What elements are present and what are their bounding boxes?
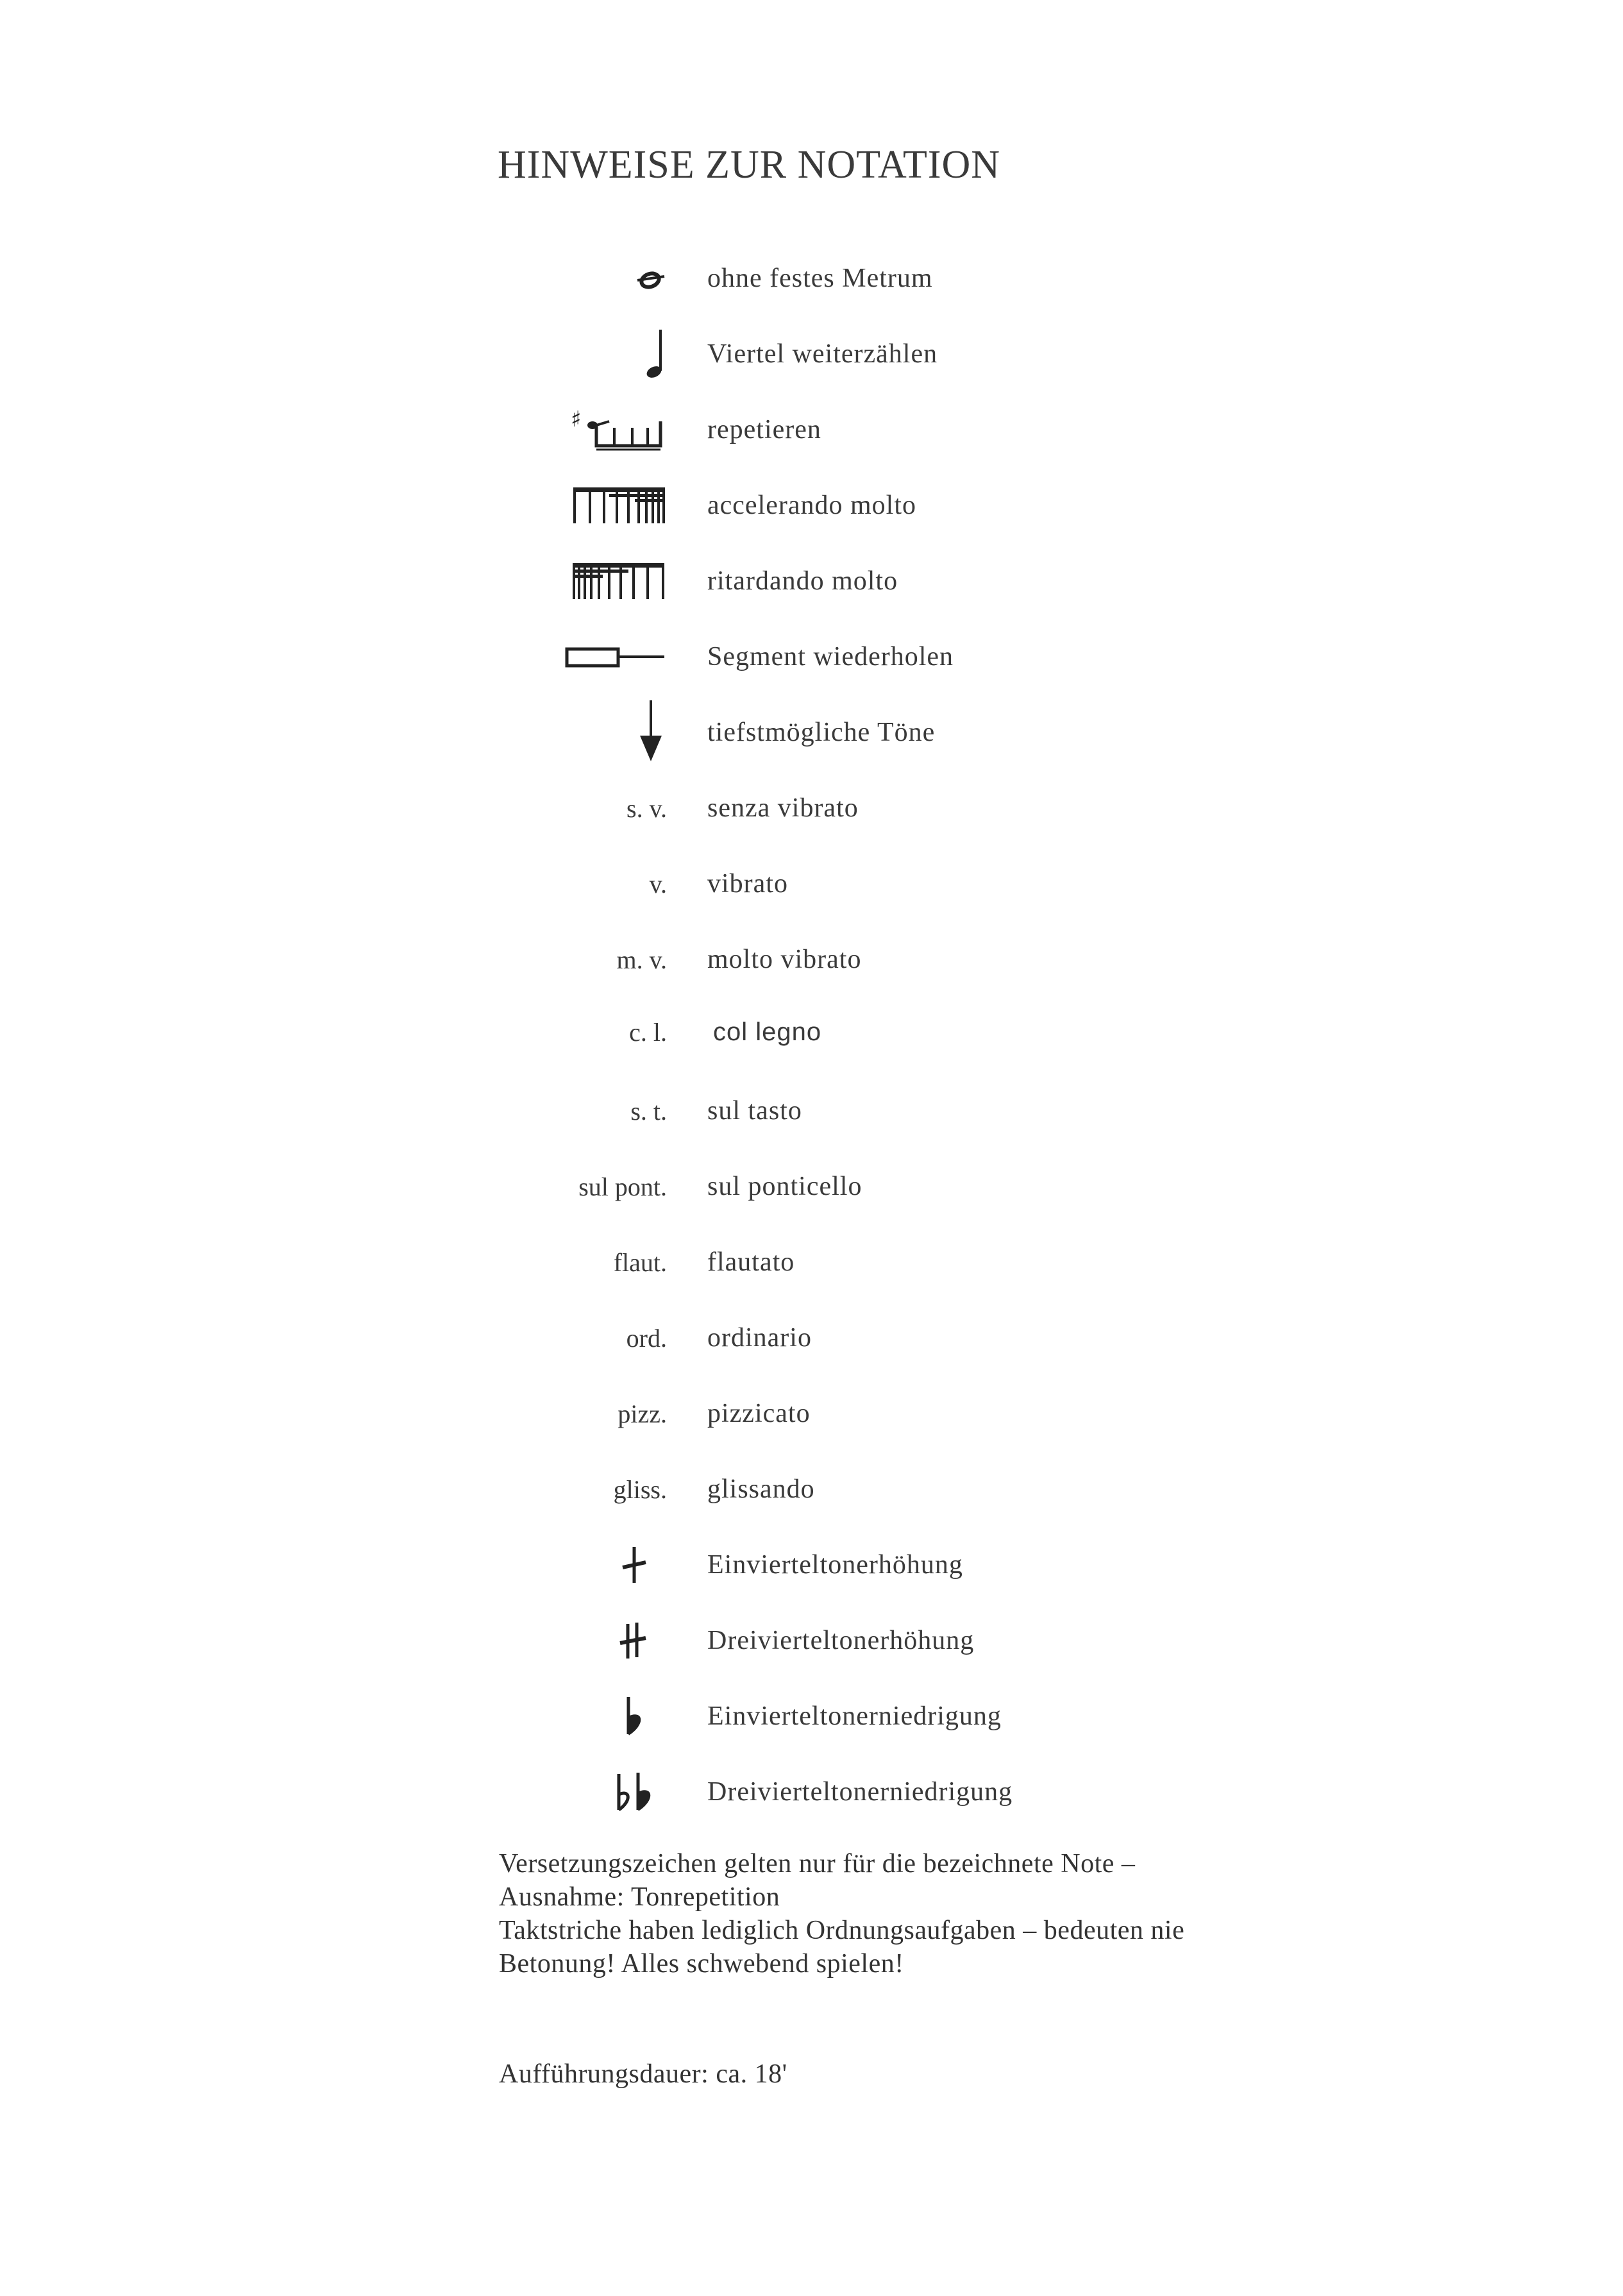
legend-description: ritardando molto [707,566,898,596]
legend-description: Einvierteltonerhöhung [707,1550,963,1580]
legend-symbol: c. l. [629,1017,667,1047]
legend-description: accelerando molto [707,491,917,520]
legend-symbol [462,1754,655,1830]
legend-description: Einvierteltonerniedrigung [707,1701,1002,1731]
legend-row [0,1603,1623,1678]
legend-description: repetieren [707,415,821,444]
ritardando-beams-icon [571,561,667,602]
legend-description: tiefstmögliche Töne [707,718,936,747]
legend-symbol: ord. [626,1323,667,1353]
quarter-note-icon [641,328,667,380]
legend-symbol [475,392,667,468]
legend-symbol: gliss. [613,1474,667,1504]
legend-row [0,1376,1623,1451]
legend-symbol [456,1603,648,1678]
legend-description: col legno [713,1017,822,1046]
legend-symbol [475,543,667,619]
legend-row [0,1754,1623,1830]
legend-row [0,543,1623,619]
performance-duration: Aufführungsdauer: ca. 18' [499,2059,787,2089]
legend-symbol [475,695,667,770]
legend-description: Dreivierteltonerniedrigung [707,1777,1013,1807]
legend-row [0,846,1623,922]
legend-symbol [475,241,667,316]
svg-text:♯: ♯ [571,407,582,432]
legend-row [0,1149,1623,1224]
legend-row [0,1527,1623,1603]
legend-row [0,316,1623,392]
legend-description: glissando [707,1474,815,1504]
legend-description: senza vibrato [707,793,859,823]
remark-line: Betonung! Alles schwebend spielen! [499,1949,904,1979]
legend-description: molto vibrato [707,945,862,974]
quarter-sharp-icon [620,1546,648,1584]
quarter-flat-icon [623,1696,645,1737]
legend-row [0,1678,1623,1754]
legend-symbol [475,316,667,392]
legend-row [0,392,1623,468]
accelerando-beams-icon [571,485,667,526]
legend-description: Viertel weiterzählen [707,339,938,369]
legend-symbol: s. v. [626,793,667,823]
legend-description: sul ponticello [707,1172,862,1201]
legend-symbol: m. v. [616,945,667,974]
legend-symbol: v. [649,869,667,899]
remark-line: Taktstriche haben lediglich Ordnungsaufgaben – bedeuten nie [499,1916,1185,1945]
legend-symbol [456,1527,648,1603]
legend-description: pizzicato [707,1399,811,1428]
legend-symbol: sul pont. [578,1172,667,1201]
three-quarter-flat-icon [614,1771,655,1812]
legend-row [0,468,1623,543]
legend-row [0,1073,1623,1149]
remark-line: Versetzungszeichen gelten nur für die bezeichnete Note – [499,1849,1136,1878]
legend-symbol [475,619,667,695]
legend-symbol: pizz. [618,1399,667,1428]
legend-description: vibrato [707,869,788,899]
legend-row [0,1224,1623,1300]
legend-row [0,619,1623,695]
legend-row [0,994,1623,1070]
remark-line: Ausnahme: Tonrepetition [499,1882,780,1912]
repeat-notes-icon [571,407,667,452]
three-quarter-sharp-icon [618,1621,648,1660]
legend-row [0,241,1623,316]
legend-symbol: s. t. [630,1096,667,1126]
legend-row [0,695,1623,770]
legend-symbol: flaut. [613,1247,667,1277]
legend-description: ordinario [707,1323,812,1353]
legend-row [0,922,1623,997]
down-arrow-icon [635,700,667,764]
legend-description: Dreivierteltonerhöhung [707,1626,975,1655]
legend-description: sul tasto [707,1096,802,1126]
legend-row [0,1451,1623,1527]
page-title: HINWEISE ZUR NOTATION [498,143,1001,187]
legend-description: Segment wiederholen [707,642,954,671]
legend-row [0,1300,1623,1376]
legend-description: flautato [707,1247,795,1277]
legend-row [0,770,1623,846]
legend-description: ohne festes Metrum [707,264,933,293]
legend-symbol [453,1678,645,1754]
segment-repeat-icon [564,644,667,670]
legend-symbol [475,468,667,543]
whole-note-icon [635,262,667,294]
notation-remarks [499,1847,1268,1980]
